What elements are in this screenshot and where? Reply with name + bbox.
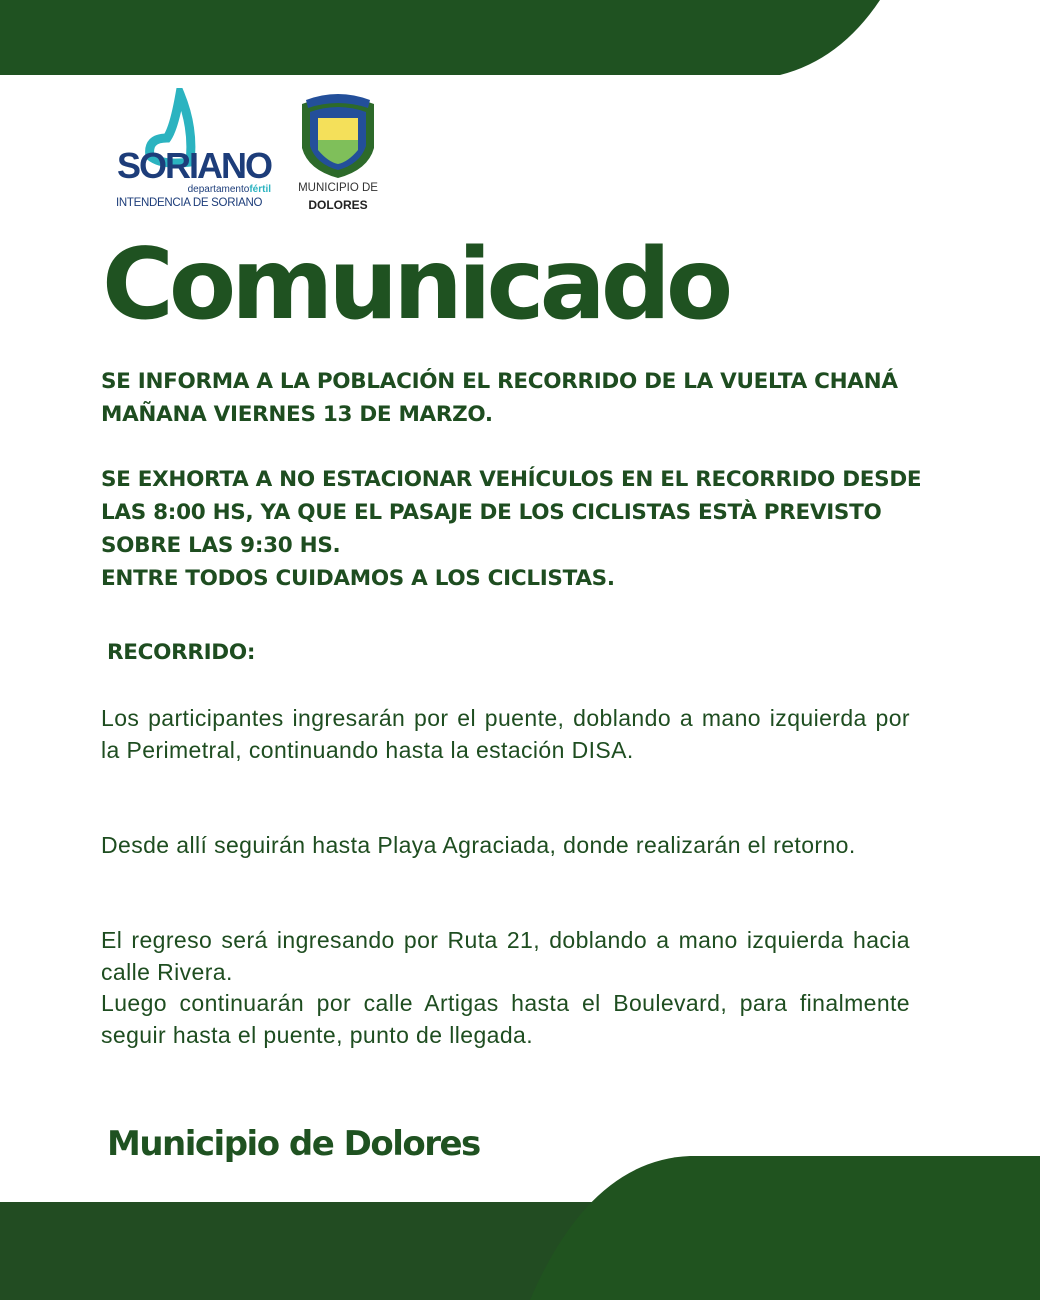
soriano-subtitle: INTENDENCIA DE SORIANO [116,197,263,209]
dolores-logo [288,90,388,215]
soriano-logo [112,88,277,213]
announcement-line: SOBRE LAS 9:30 HS. [101,533,341,558]
announcement-line: SE INFORMA A LA POBLACIÓN EL RECORRIDO DE LA VUELTA CHANÁ [101,369,898,394]
route-paragraph-2: Desde allí seguirán hasta Playa Agraciada, donde realizarán el retorno. [101,832,856,858]
route-paragraph-3: El regreso será ingresando por Ruta 21, doblando a mano izquierda hacia calle Rivera. [101,927,910,985]
soriano-tagline: departamentofértil [187,184,271,195]
dolores-line2: DOLORES [308,198,368,212]
dolores-crest-icon [288,90,388,180]
route-paragraph-4: Luego continuarán por calle Artigas hasta el Boulevard, para finalmente seguir hasta el puente, punto de llegada. [101,990,910,1048]
announcement-line: ENTRE TODOS CUIDAMOS A LOS CICLISTAS. [101,566,615,591]
top-band [0,0,880,75]
route-paragraph-1: Los participantes ingresarán por el puente, doblando a mano izquierda por la Perimetral, continuando hasta la estación DISA. [101,705,910,763]
soriano-wordmark: SORIANO [117,145,272,186]
dolores-line1: MUNICIPIO DE [298,182,378,194]
announcement-line: LAS 8:00 HS, YA QUE EL PASAJE DE LOS CICLISTAS ESTÀ PREVISTO [101,500,882,525]
page-title: Comunicado [102,228,729,342]
signature: Municipio de Dolores [107,1124,480,1164]
route-heading: RECORRIDO: [107,640,256,665]
announcement-line: SE EXHORTA A NO ESTACIONAR VEHÍCULOS EN EL RECORRIDO DESDE [101,467,922,492]
announcement-line: MAÑANA VIERNES 13 DE MARZO. [101,402,493,427]
bottom-curve [530,1156,1040,1300]
